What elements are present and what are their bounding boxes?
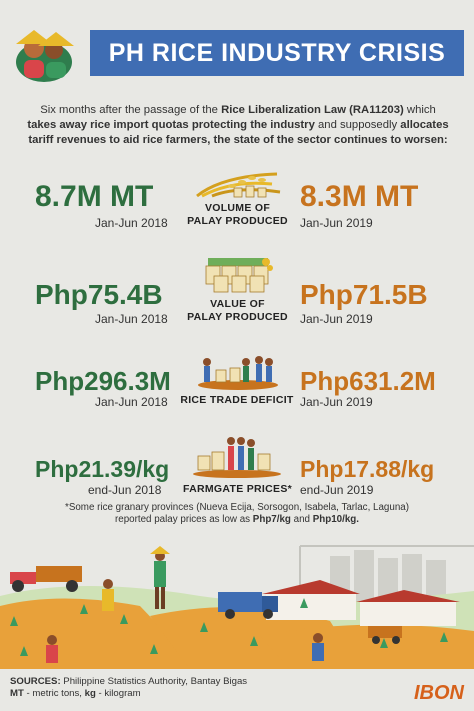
- intro-text-1: Six months after the passage of the: [40, 104, 222, 116]
- stat-right-period: Jan-Jun 2019: [300, 312, 373, 326]
- stat-left-value: Php296.3M: [35, 366, 171, 396]
- unit-mt-label: MT: [10, 688, 24, 699]
- stat-left-period: Jan-Jun 2018: [95, 216, 168, 230]
- title-banner: [90, 30, 464, 76]
- unit-kg-text: - kilogram: [95, 688, 141, 699]
- footnote-text: reported palay prices as low as: [115, 514, 253, 525]
- market-people-icon: [192, 432, 282, 478]
- stat-caption-line-2: PALAY PRODUCED: [187, 215, 288, 227]
- brand-logo: IBON: [414, 682, 464, 704]
- stat-right-value: Php17.88/kg: [300, 456, 435, 482]
- tractor-icon: [10, 566, 82, 592]
- unit-kg-label: kg: [84, 688, 96, 699]
- stat-right-period: end-Jun 2019: [300, 483, 374, 497]
- intro-text-3: and supposedly: [314, 119, 401, 131]
- stat-left-value: 8.7M MT: [35, 180, 154, 213]
- stat-left-period: Jan-Jun 2018: [95, 395, 168, 409]
- stat-caption-line-2: PALAY PRODUCED: [187, 311, 288, 323]
- stat-right-value: Php631.2M: [300, 366, 436, 396]
- footnote-line-1: *Some rice granary provinces (Nueva Ecija, Sorsogon, Isabela, Tarlac, Laguna): [65, 502, 409, 513]
- page-title: PH RICE INDUSTRY CRISIS: [108, 38, 446, 67]
- sources: [10, 676, 247, 700]
- sources-text: Philippine Statistics Authority, Bantay Bigas: [60, 676, 248, 687]
- stat-right-period: Jan-Jun 2019: [300, 216, 373, 230]
- stat-caption-line-1: FARMGATE PRICES*: [182, 483, 293, 495]
- intro-bold-3: allocates tariff revenues to aid rice farmers, the state of the sector continues to worsen:: [28, 119, 449, 146]
- intro-bold-2: takes away rice import quotas protecting the industry: [27, 119, 315, 131]
- rice-sacks-icon: [200, 254, 276, 294]
- farm-scene-illustration: [0, 536, 474, 669]
- rice-stalks-icon: [192, 170, 282, 198]
- sources-label: SOURCES:: [10, 676, 61, 687]
- intro-text-2: which: [403, 104, 436, 116]
- footnote-line-2: [40, 514, 434, 526]
- footnote-price-2: Php10/kg.: [312, 514, 359, 525]
- stat-right-value: Php71.5B: [300, 279, 428, 310]
- intro-bold-1: Rice Liberalization Law (RA11203): [221, 104, 404, 116]
- units-line: [10, 688, 247, 700]
- stat-row-deficit: [0, 350, 474, 412]
- stat-right-period: Jan-Jun 2019: [300, 395, 373, 409]
- stat-row-farmgate: [0, 432, 474, 498]
- traders-icon: [196, 352, 280, 390]
- stat-caption-line-1: RICE TRADE DEFICIT: [180, 394, 294, 406]
- intro-paragraph: [26, 103, 450, 148]
- stat-row-volume: [0, 170, 474, 238]
- stat-left-period: Jan-Jun 2018: [95, 312, 168, 326]
- stat-caption-line-1: VOLUME OF: [204, 202, 271, 214]
- header: [0, 0, 474, 92]
- stat-right-value: 8.3M MT: [300, 180, 419, 213]
- footnote-text: and: [290, 514, 313, 525]
- stat-caption: [180, 298, 295, 324]
- footer: [0, 668, 474, 711]
- stat-caption: [170, 483, 305, 496]
- stat-caption: [172, 394, 302, 407]
- stat-row-value: [0, 254, 474, 329]
- sources-line: [10, 676, 247, 688]
- stat-caption: [180, 202, 295, 228]
- stat-left-value: Php75.4B: [35, 279, 163, 310]
- unit-mt-text: - metric tons,: [23, 688, 85, 699]
- stat-left-period: end-Jun 2018: [88, 483, 162, 497]
- footnote: [40, 502, 434, 526]
- stat-left-value: Php21.39/kg: [35, 456, 170, 482]
- stat-caption-line-1: VALUE OF: [210, 298, 265, 310]
- farmers-logo-icon: [10, 22, 78, 84]
- footnote-price-1: Php7/kg: [252, 514, 291, 525]
